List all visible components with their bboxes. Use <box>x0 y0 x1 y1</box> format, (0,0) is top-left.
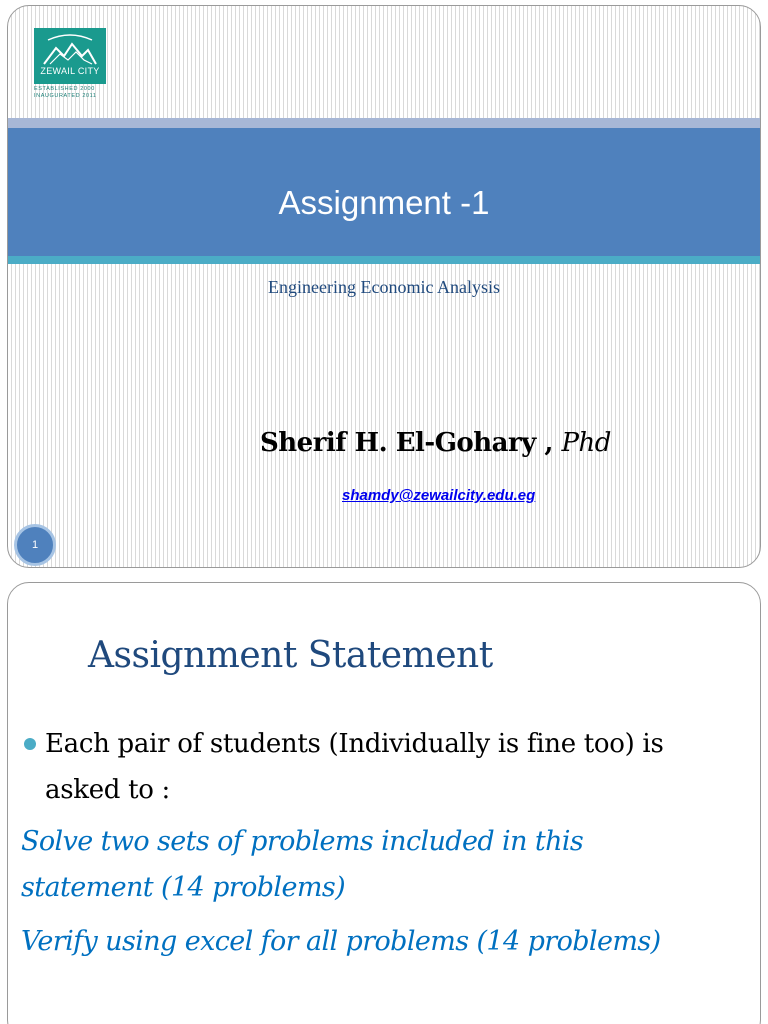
author-line <box>260 428 611 458</box>
author-degree: Phd <box>561 428 611 458</box>
slide-title: Assignment -1 <box>278 184 490 221</box>
course-subtitle: Engineering Economic Analysis <box>268 277 500 297</box>
logo-emblem <box>34 28 106 84</box>
bullet-text: Each pair of students (Individually is fine too) is asked to : <box>45 729 664 805</box>
title-band-top <box>8 118 760 128</box>
zewail-city-logo <box>34 28 106 100</box>
author-email-link[interactable]: shamdy@zewailcity.edu.eg <box>342 487 536 504</box>
logo-inaugurated: INAUGURATED 2011 <box>34 93 97 99</box>
title-band-bottom <box>8 256 760 264</box>
logo-established: ESTABLISHED 2000 <box>34 86 95 92</box>
author-name: Sherif H. El-Gohary , <box>260 428 553 458</box>
slide-2 <box>7 582 761 1024</box>
instruction-line-2: Verify using excel for all problems (14 problems) <box>21 926 661 957</box>
bullet-icon <box>24 738 36 750</box>
slide-heading: Assignment Statement <box>88 635 493 676</box>
instruction-line-1: Solve two sets of problems included in this statement (14 problems) <box>21 826 584 903</box>
logo-name: ZEWAIL CITY <box>40 66 100 76</box>
slide-number-badge: 1 <box>14 524 56 566</box>
slide-1 <box>7 5 761 568</box>
